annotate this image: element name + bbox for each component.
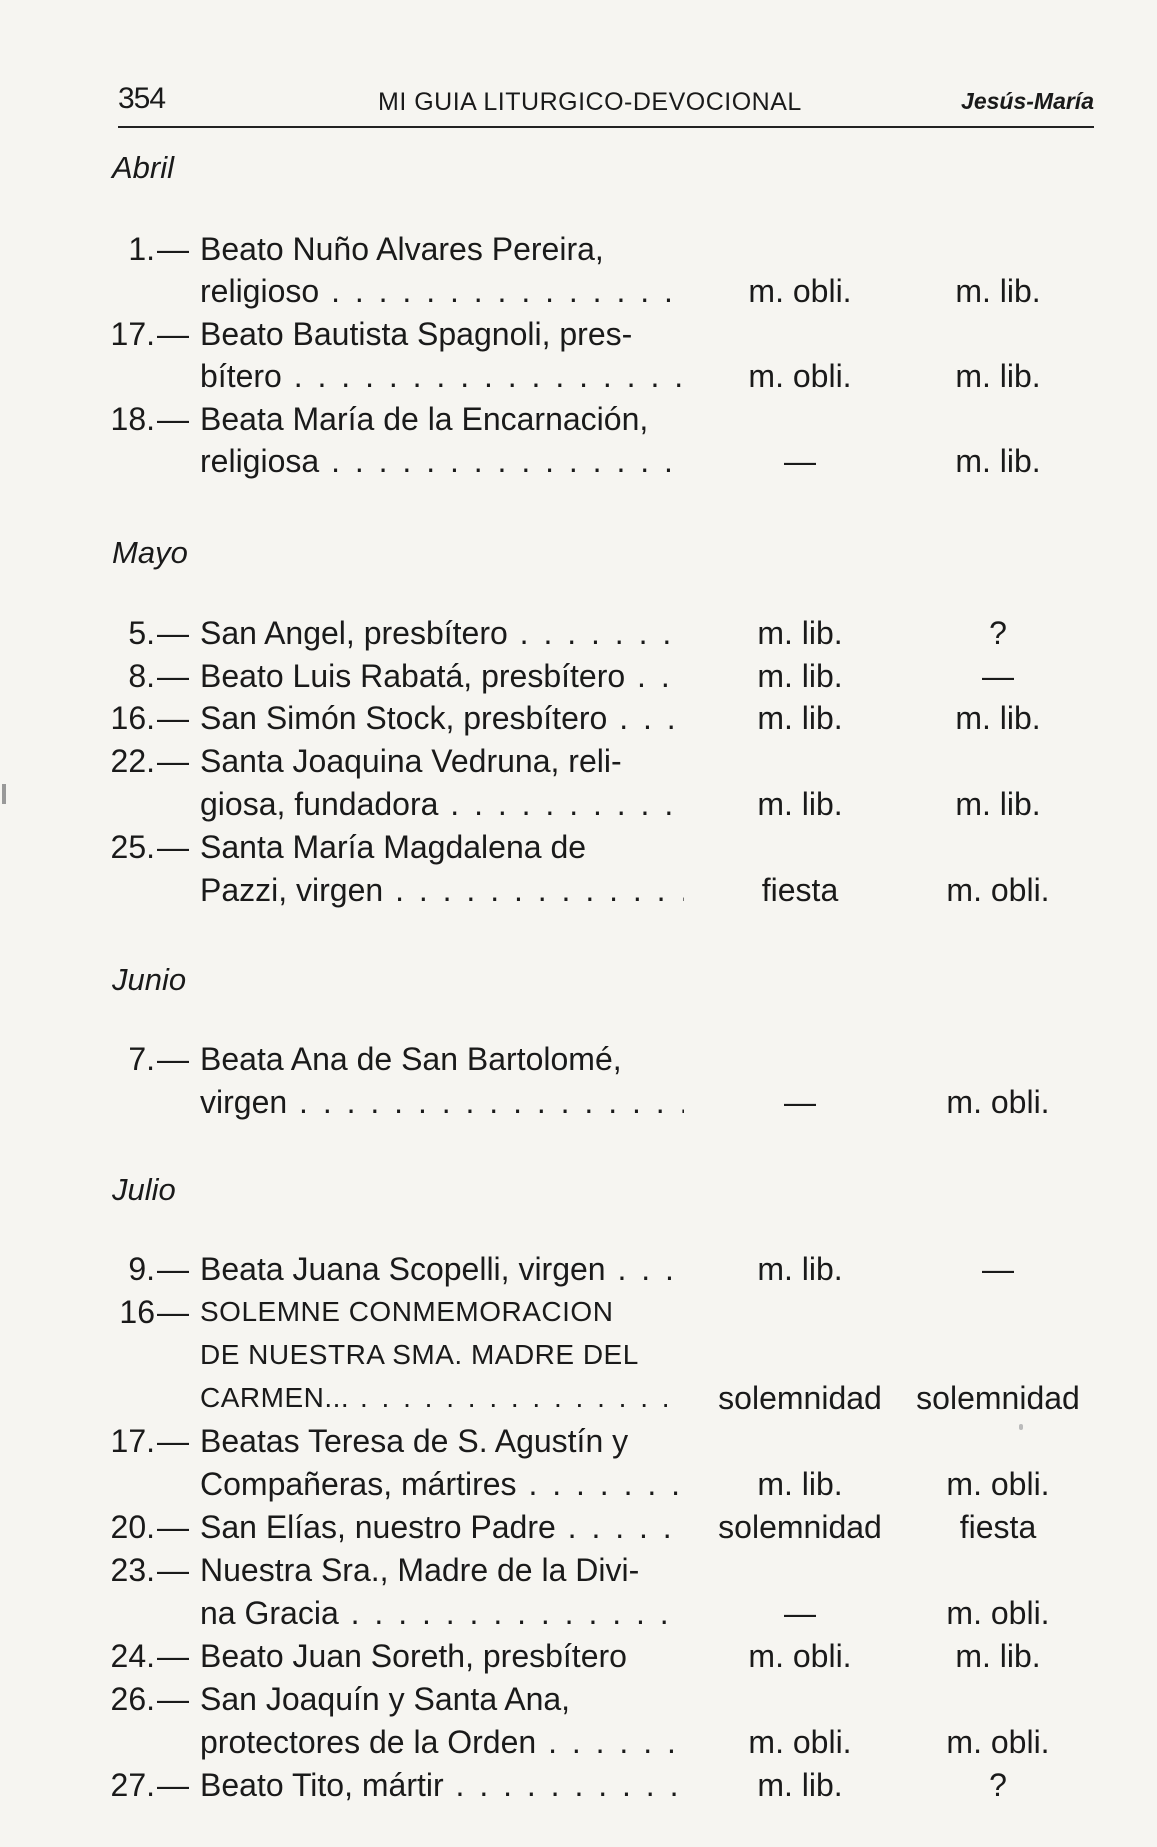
entry-row (0, 1291, 1157, 1333)
entry-dash: — (157, 1638, 189, 1674)
rank-column-2: m. obli. (946, 872, 1050, 908)
rank-column-1: m. lib. (757, 1466, 843, 1502)
entry-dash: — (157, 1423, 189, 1459)
rank-column-2: m. lib. (955, 273, 1041, 309)
rank-column-1: m. lib. (757, 1251, 843, 1287)
entry-number: 17. (110, 1423, 155, 1459)
book-title: MI GUIA LITURGICO-DEVOCIONAL (378, 88, 802, 116)
entry-text: Beato Juan Soreth, presbítero (200, 1638, 627, 1674)
entry-dash: — (157, 1767, 189, 1803)
entry-row (0, 1377, 1157, 1419)
entry-text: San Angel, presbítero . . . (200, 612, 684, 654)
rank-column-2: m. lib. (955, 1638, 1041, 1674)
entry-row (0, 740, 1157, 782)
rank-column-2: m. lib. (955, 358, 1041, 394)
entry-number: 16. (110, 700, 155, 736)
entry-row (0, 1592, 1157, 1634)
rank-column-2: fiesta (959, 1509, 1037, 1545)
margin-mark (2, 784, 6, 804)
ink-speck (1019, 1424, 1023, 1430)
entry-text: Compañeras, mártires . . . (200, 1463, 684, 1505)
rank-column-1: — (784, 1084, 816, 1120)
rank-column-1: — (784, 443, 816, 479)
rank-column-2: — (982, 658, 1014, 694)
entry-dash: — (157, 829, 189, 865)
entry-dash: — (157, 743, 189, 779)
rank-column-1: m. obli. (748, 273, 852, 309)
entry-dash: — (157, 1552, 189, 1588)
entry-row (0, 440, 1157, 482)
entry-row (0, 228, 1157, 270)
entry-text: na Gracia . . . (200, 1592, 684, 1634)
rank-column-1: m. lib. (757, 786, 843, 822)
entry-text: Beato Bautista Spagnoli, pres- (200, 316, 633, 352)
rank-column-1: m. lib. (757, 658, 843, 694)
entry-text: Nuestra Sra., Madre de la Divi- (200, 1552, 640, 1588)
entry-text: San Joaquín y Santa Ana, (200, 1681, 571, 1717)
entry-text: DE NUESTRA SMA. MADRE DEL (200, 1339, 639, 1370)
entry-row (0, 1635, 1157, 1677)
entry-text: Beata María de la Encarnación, (200, 401, 649, 437)
entry-row (0, 313, 1157, 355)
entry-number: 16 (119, 1294, 155, 1330)
entry-dash: — (157, 1294, 189, 1330)
entry-text: San Simón Stock, presbítero . . . (200, 697, 684, 739)
rank-column-1: solemnidad (718, 1380, 882, 1416)
rank-column-1: — (784, 1595, 816, 1631)
entry-number: 25. (110, 829, 155, 865)
entry-dash: — (157, 316, 189, 352)
entry-row (0, 1549, 1157, 1591)
entry-text: Beato Tito, mártir . . . (200, 1764, 684, 1806)
running-header (118, 78, 1094, 128)
rank-column-2: ? (989, 615, 1007, 651)
rank-column-2: ? (989, 1767, 1007, 1803)
entry-number: 18. (110, 401, 155, 437)
entry-number: 20. (110, 1509, 155, 1545)
entry-text: religiosa . . . (200, 440, 684, 482)
entry-dash: — (157, 1251, 189, 1287)
entry-number: 5. (128, 615, 155, 651)
entry-row (0, 697, 1157, 739)
month-heading: Mayo (112, 535, 188, 570)
rank-column-1: solemnidad (718, 1509, 882, 1545)
entry-row (0, 869, 1157, 911)
entry-row (0, 612, 1157, 654)
entry-row (0, 1248, 1157, 1290)
entry-number: 17. (110, 316, 155, 352)
entry-row (0, 1038, 1157, 1080)
entry-text: religioso . . . (200, 270, 684, 312)
entry-text: Beatas Teresa de S. Agustín y (200, 1423, 629, 1459)
entry-row (0, 270, 1157, 312)
entry-text: giosa, fundadora . . . (200, 783, 684, 825)
entry-text: Beato Luis Rabatá, presbítero . . . (200, 655, 684, 697)
rank-column-1: m. lib. (757, 615, 843, 651)
rank-column-1: m. obli. (748, 1638, 852, 1674)
entry-number: 24. (110, 1638, 155, 1674)
entry-text: CARMEN... . . . (200, 1377, 684, 1419)
entry-text: San Elías, nuestro Padre . . . (200, 1506, 684, 1548)
entry-number: 7. (128, 1041, 155, 1077)
entry-row (0, 398, 1157, 440)
entry-row (0, 1463, 1157, 1505)
rank-column-2: solemnidad (916, 1380, 1080, 1416)
rank-column-1: m. obli. (748, 358, 852, 394)
month-heading: Abril (112, 150, 175, 185)
entry-text: bítero . . . (200, 355, 684, 397)
entry-text: SOLEMNE CONMEMORACION (200, 1296, 614, 1327)
rank-column-2: m. lib. (955, 786, 1041, 822)
entry-dash: — (157, 1681, 189, 1717)
entry-number: 22. (110, 743, 155, 779)
entry-text: protectores de la Orden . . . (200, 1721, 684, 1763)
entry-text: Santa María Magdalena de (200, 829, 587, 865)
entry-dash: — (157, 658, 189, 694)
entry-row (0, 1506, 1157, 1548)
entry-number: 26. (110, 1681, 155, 1717)
rank-column-2: m. obli. (946, 1724, 1050, 1760)
entry-text: Pazzi, virgen . . . (200, 869, 684, 911)
entry-dash: — (157, 700, 189, 736)
entry-text: virgen . . . (200, 1081, 684, 1123)
rank-column-1: m. obli. (748, 1724, 852, 1760)
entry-text: Beata Ana de San Bartolomé, (200, 1041, 622, 1077)
entry-row (0, 655, 1157, 697)
entry-row (0, 783, 1157, 825)
entry-row (0, 355, 1157, 397)
page-number: 354 (118, 82, 166, 115)
month-heading: Julio (112, 1172, 176, 1207)
rank-column-1: m. lib. (757, 1767, 843, 1803)
entry-number: 1. (128, 231, 155, 267)
rank-column-2: m. lib. (955, 700, 1041, 736)
rank-column-2: m. obli. (946, 1595, 1050, 1631)
header-right-label: Jesús-María (961, 88, 1094, 114)
entry-dash: — (157, 231, 189, 267)
rank-column-1: m. lib. (757, 700, 843, 736)
rank-column-2: m. obli. (946, 1084, 1050, 1120)
rank-column-1: fiesta (761, 872, 839, 908)
rank-column-2: — (982, 1251, 1014, 1287)
entry-dash: — (157, 615, 189, 651)
entry-dash: — (157, 1041, 189, 1077)
entry-text: Beata Juana Scopelli, virgen . . . (200, 1248, 684, 1290)
month-heading: Junio (112, 962, 187, 997)
entry-text: Beato Nuño Alvares Pereira, (200, 231, 604, 267)
entry-row (0, 1721, 1157, 1763)
entry-dash: — (157, 401, 189, 437)
entry-row (0, 1334, 1157, 1376)
entry-number: 9. (128, 1251, 155, 1287)
entry-number: 27. (110, 1767, 155, 1803)
rank-column-2: m. lib. (955, 443, 1041, 479)
entry-row (0, 1678, 1157, 1720)
entry-text: Santa Joaquina Vedruna, reli- (200, 743, 622, 779)
entry-number: 23. (110, 1552, 155, 1588)
rank-column-2: m. obli. (946, 1466, 1050, 1502)
entry-dash: — (157, 1509, 189, 1545)
entry-row (0, 1081, 1157, 1123)
entry-number: 8. (128, 658, 155, 694)
entry-row (0, 1764, 1157, 1806)
entry-row (0, 1420, 1157, 1462)
entry-row (0, 826, 1157, 868)
